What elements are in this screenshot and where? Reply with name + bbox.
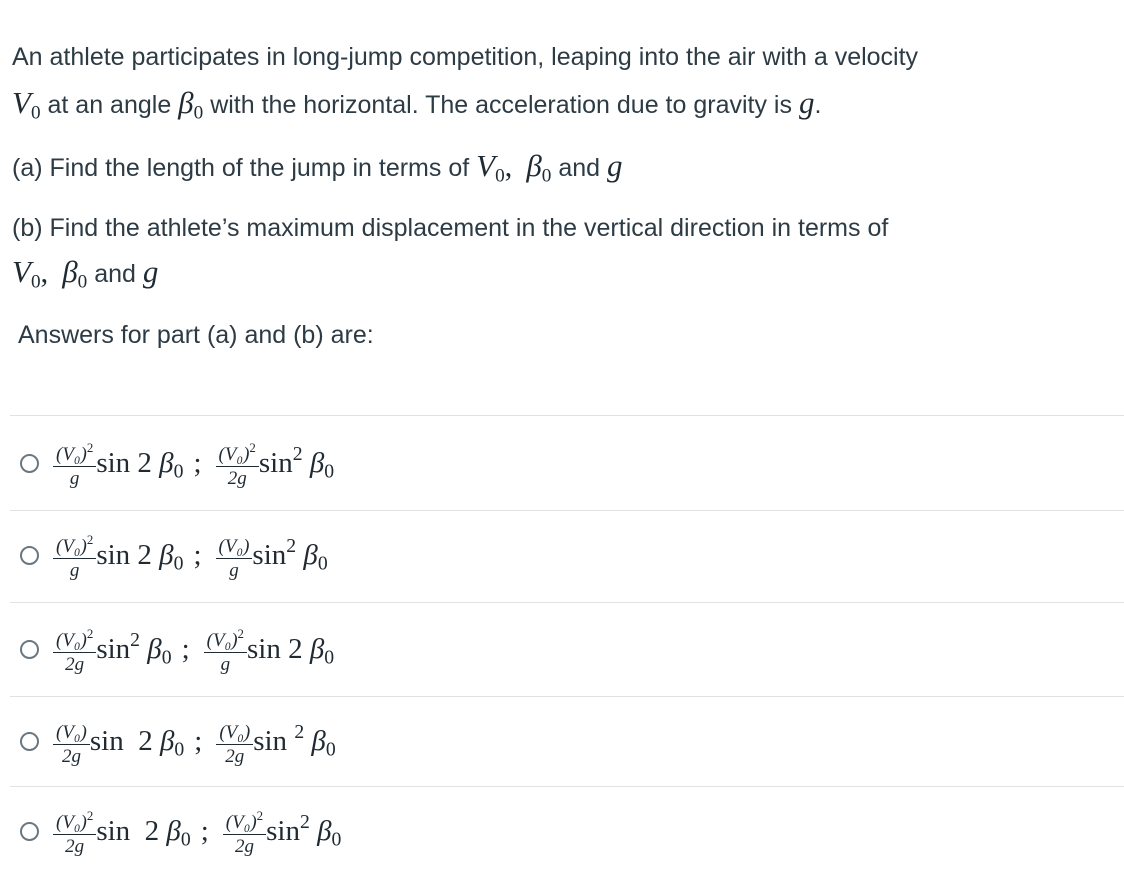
question-text-2: at an angle — [47, 91, 172, 119]
semicolon: ; — [181, 632, 190, 665]
divider — [10, 602, 1124, 603]
fraction-numerator: $(V_0)^2$ — [56, 807, 94, 833]
part-b-text: (b) Find the athlete’s maximum displacement in the vertical direction in terms of — [12, 214, 889, 242]
fraction-numerator: $(V_0)^2$ — [218, 439, 256, 465]
radio-button[interactable] — [20, 822, 39, 841]
fraction-numerator: (V₀) — [219, 721, 251, 743]
trig-term: $\sin^2 \beta 0$ — [252, 535, 328, 575]
fraction — [53, 622, 96, 676]
question-text-3: with the horizontal. The acceleration due to gravity is — [210, 91, 792, 119]
trig-term: $\sin^2 \beta 0$ — [96, 629, 172, 669]
trig-term: sin $^2$ β0 — [253, 721, 336, 761]
part-a-text: (a) Find the length of the jump in terms of — [12, 154, 470, 182]
semicolon: ; — [200, 814, 209, 847]
fraction — [53, 804, 96, 858]
gravity-symbol: g — [798, 85, 815, 120]
fraction — [216, 436, 259, 490]
fraction-denominator: g — [69, 468, 80, 490]
answer-formula — [53, 436, 334, 490]
fraction — [53, 436, 96, 490]
trig-term: $\sin^2 \beta 0$ — [258, 443, 335, 483]
radio-button[interactable] — [20, 640, 39, 659]
angle-symbol: $\beta_0$ — [178, 85, 204, 124]
fraction-numerator: (V₀) — [56, 721, 87, 743]
fraction-numerator: $(V_0)^2$ — [206, 625, 244, 651]
fraction-denominator: 2g — [65, 654, 85, 676]
trig-term: sin 2 β0 — [96, 539, 184, 575]
fraction-denominator: g — [220, 654, 231, 676]
fraction-denominator: 2g — [227, 468, 247, 490]
answers-prompt: Answers for part (a) and (b) are: — [18, 321, 374, 349]
answer-option-5[interactable] — [20, 796, 341, 866]
fraction-numerator: $(V_0)^2$ — [56, 531, 94, 557]
fraction — [204, 622, 247, 676]
question-line-2: $V_0$ at an angle $\beta_0$ with the horizontal. The acceleration due to gravity is g. — [12, 85, 822, 124]
part-b-line-2: $V_0$, $\beta_0$ and g — [12, 254, 159, 293]
answer-formula — [53, 622, 334, 676]
divider — [10, 696, 1124, 697]
semicolon: ; — [193, 446, 202, 479]
radio-button[interactable] — [20, 454, 39, 473]
trig-term: sin 2 β0 — [96, 815, 191, 851]
answer-option-1[interactable] — [20, 428, 334, 498]
fraction-numerator: $(V_0)^2$ — [56, 439, 94, 465]
answer-option-4[interactable] — [20, 706, 336, 776]
fraction-denominator: 2g — [65, 836, 85, 858]
part-a: (a) Find the length of the jump in terms of $V_0$, $\beta_0$ and g — [12, 148, 623, 187]
velocity-symbol: $V_0$ — [12, 85, 41, 124]
fraction-numerator: $(V_0)^2$ — [56, 625, 94, 651]
radio-button[interactable] — [20, 732, 39, 751]
fraction — [53, 714, 90, 768]
answer-option-2[interactable] — [20, 520, 328, 590]
trig-term: sin 2 β0 — [96, 447, 184, 483]
answer-formula — [53, 528, 328, 582]
answer-option-3[interactable] — [20, 614, 334, 684]
answer-formula — [53, 804, 341, 858]
fraction-denominator: g — [229, 560, 239, 582]
fraction — [53, 528, 96, 582]
question-text-1: An athlete participates in long-jump competition, leaping into the air with a velocity — [12, 43, 919, 71]
fraction-denominator: 2g — [234, 836, 254, 858]
fraction — [216, 528, 253, 582]
fraction-numerator: $(V_0)^2$ — [225, 807, 264, 833]
part-b-line-1 — [12, 205, 888, 251]
fraction-denominator: 2g — [61, 746, 81, 768]
fraction-denominator: g — [69, 560, 80, 582]
divider — [10, 510, 1124, 511]
radio-button[interactable] — [20, 546, 39, 565]
semicolon: ; — [193, 538, 202, 571]
fraction — [223, 804, 266, 858]
fraction-numerator: (V₀) — [218, 535, 250, 557]
question-line-1 — [12, 34, 918, 80]
divider — [10, 415, 1124, 416]
divider — [10, 786, 1124, 787]
semicolon: ; — [194, 724, 203, 757]
trig-term: sin 2 β0 — [89, 725, 185, 761]
answer-formula — [53, 714, 336, 768]
fraction — [216, 714, 253, 768]
trig-term: sin 2 β0 — [246, 633, 335, 669]
trig-term: $\sin^2 \beta 0$ — [266, 811, 342, 851]
fraction-denominator: 2g — [225, 746, 245, 768]
